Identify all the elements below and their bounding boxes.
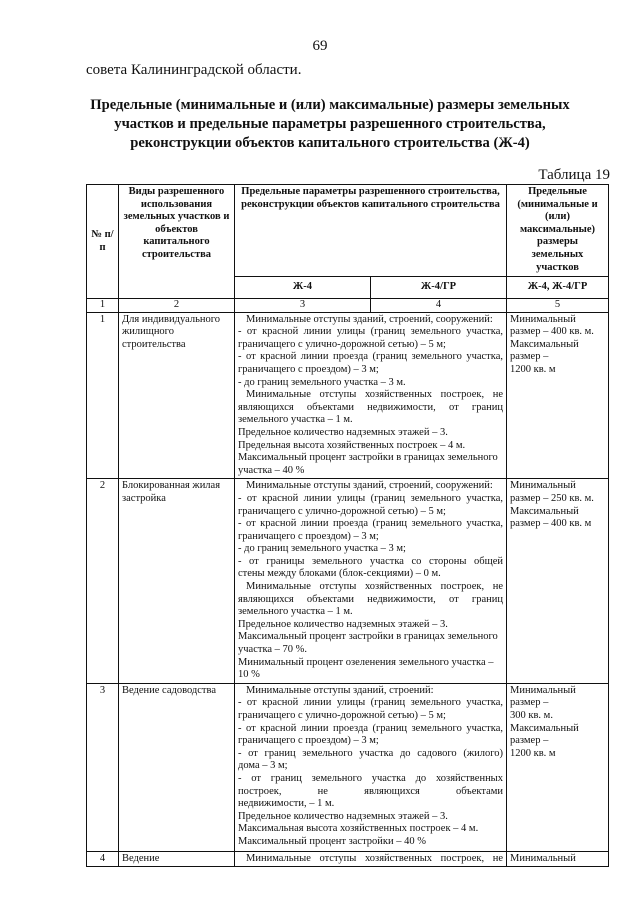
row-use-type: Ведение: [119, 851, 235, 867]
parameter-line: Минимальные отступы зданий, строений:: [246, 684, 434, 696]
parameter-line: - от границ земельного участка до хозяйственных: [238, 772, 503, 784]
regulation-table: [86, 184, 609, 867]
size-line: Максимальный размер –: [510, 722, 579, 747]
header-params: Предельные параметры разрешенного строительства, реконструкции объектов капитального строительства: [235, 185, 507, 277]
parameter-line: граничащего с проездом) – 3 м;: [238, 530, 379, 542]
page-number: 69: [312, 38, 328, 54]
row-number: 3: [87, 683, 119, 851]
parameter-line: - от красной линии проезда (границ земельного участка,: [238, 722, 503, 734]
row-use-type: Для индивидуального жилищного строительства: [119, 312, 235, 479]
parameter-line: граничащего с улично-дорожной сетью) – 5 м;: [238, 338, 446, 350]
parameter-line: Минимальные отступы хозяйственных построек, не: [246, 581, 503, 593]
table-row: [87, 312, 609, 479]
parameter-line: Максимальный процент застройки в границах земельного: [238, 631, 498, 643]
parameter-line: Предельная высота хозяйственных построек – 4 м.: [238, 439, 466, 451]
parameter-line: Предельное количество надземных этажей – 3.: [238, 810, 448, 822]
size-line: Минимальный размер – 400 кв. м.: [510, 313, 594, 338]
header-params-zh4: Ж-4: [235, 277, 371, 299]
header-sizes: Предельные (минимальные и (или) максимальные) размеры земельных участков: [507, 185, 609, 277]
row-number: 4: [87, 851, 119, 867]
table-row: [87, 479, 609, 684]
table-caption: Таблица 19: [538, 167, 610, 183]
size-line: Минимальный: [510, 852, 576, 864]
parameter-line: Максимальный процент застройки – 40 %: [238, 835, 427, 847]
title-line: реконструкции объектов капитального строительства (Ж-4): [130, 135, 530, 151]
row-parameters: [235, 312, 507, 479]
index-cell: 5: [507, 299, 609, 313]
parameter-line: земельного участка – 1 м.: [238, 606, 353, 618]
parameter-line: граничащего с улично-дорожной сетью) – 5 м;: [238, 505, 446, 517]
table-row: [87, 851, 609, 867]
parameter-line: дома – 3 м;: [238, 760, 288, 772]
row-use-type: Блокированная жилая застройка: [119, 479, 235, 684]
header-number: № п/п: [87, 185, 119, 299]
parameter-line: Минимальные отступы зданий, строений, сооружений:: [246, 313, 493, 325]
size-line: Максимальный размер –: [510, 338, 579, 363]
title-line: участков и предельные параметры разрешенного строительства,: [114, 116, 546, 132]
parameter-line: - до границ земельного участка – 3 м;: [238, 543, 406, 555]
parameter-line: земельного участка – 1 м.: [238, 414, 353, 426]
parameter-line: участка – 70 %.: [238, 644, 308, 656]
table-row: [87, 683, 609, 851]
index-cell: 2: [119, 299, 235, 313]
row-parameters: [235, 479, 507, 684]
parameter-line: граничащего с проездом) – 3 м;: [238, 735, 379, 747]
size-line: Минимальный размер – 250 кв. м.: [510, 480, 594, 504]
parameter-line: - до границ земельного участка – 3 м.: [238, 376, 406, 388]
size-line: 300 кв. м.: [510, 710, 553, 721]
header-sizes-zones: Ж-4, Ж-4/ГР: [507, 277, 609, 299]
parameter-line: недвижимости, – 1 м.: [238, 798, 335, 810]
size-line: Максимальный размер – 400 кв. м: [510, 505, 592, 530]
parameter-line: Предельное количество надземных этажей – 3.: [238, 426, 448, 438]
parameter-line: участка – 40 %: [238, 464, 305, 476]
parameter-line: Минимальный процент озеленения земельного участка –: [238, 656, 494, 668]
continuation-text: совета Калининградской области.: [86, 62, 302, 78]
parameter-line: - от красной линии проезда (границ земельного участка,: [238, 518, 503, 530]
row-parameters: [235, 851, 507, 867]
parameter-line: граничащего с улично-дорожной сетью) – 5 м;: [238, 710, 446, 721]
row-plot-sizes: [507, 851, 609, 867]
row-parameters: [235, 683, 507, 851]
title-line: Предельные (минимальные и (или) максимальные) размеры земельных: [90, 97, 570, 113]
parameter-line: являющихся объектами недвижимости, от границ: [238, 401, 503, 413]
parameter-line: построек, не являющихся объектами: [238, 785, 503, 797]
size-line: 1200 кв. м: [510, 363, 556, 375]
parameter-line: - от красной линии улицы (границ земельного участка,: [238, 326, 503, 338]
parameter-line: 10 %: [238, 669, 260, 681]
parameter-line: Максимальная высота хозяйственных построек – 4 м.: [238, 823, 479, 835]
row-plot-sizes: [507, 312, 609, 479]
parameter-line: Минимальные отступы хозяйственных построек, не: [246, 852, 503, 864]
parameter-line: - от границ земельного участка до садового (жилого): [238, 747, 503, 759]
parameter-line: - от границы земельного участка со стороны общей: [238, 555, 503, 567]
parameter-line: Минимальные отступы хозяйственных построек, не: [246, 389, 503, 401]
row-use-type: Ведение садоводства: [119, 683, 235, 851]
parameter-line: граничащего с проездом) – 3 м;: [238, 363, 379, 375]
index-cell: 3: [235, 299, 371, 313]
parameter-line: являющихся объектами недвижимости, от границ: [238, 593, 503, 605]
row-plot-sizes: [507, 479, 609, 684]
header-params-zh4gr: Ж-4/ГР: [371, 277, 507, 299]
parameter-line: Предельное количество надземных этажей – 3.: [238, 618, 448, 630]
row-number: 1: [87, 312, 119, 479]
header-use: Виды разрешенного использования земельных участков и объектов капитального строительства: [119, 185, 235, 299]
parameter-line: стены между блоками (блок-секциями) – 0 м.: [238, 568, 441, 580]
size-line: 1200 кв. м: [510, 747, 556, 759]
row-plot-sizes: [507, 683, 609, 851]
parameter-line: - от красной линии проезда (границ земельного участка,: [238, 351, 503, 363]
parameter-line: Максимальный процент застройки в границах земельного: [238, 452, 498, 464]
index-cell: 4: [371, 299, 507, 313]
size-line: Минимальный размер –: [510, 684, 576, 709]
document-title: [80, 96, 580, 153]
row-number: 2: [87, 479, 119, 684]
parameter-line: - от красной линии улицы (границ земельного участка,: [238, 697, 503, 709]
index-cell: 1: [87, 299, 119, 313]
parameter-line: - от красной линии улицы (границ земельного участка,: [238, 492, 503, 504]
parameter-line: Минимальные отступы зданий, строений, сооружений:: [246, 480, 493, 492]
